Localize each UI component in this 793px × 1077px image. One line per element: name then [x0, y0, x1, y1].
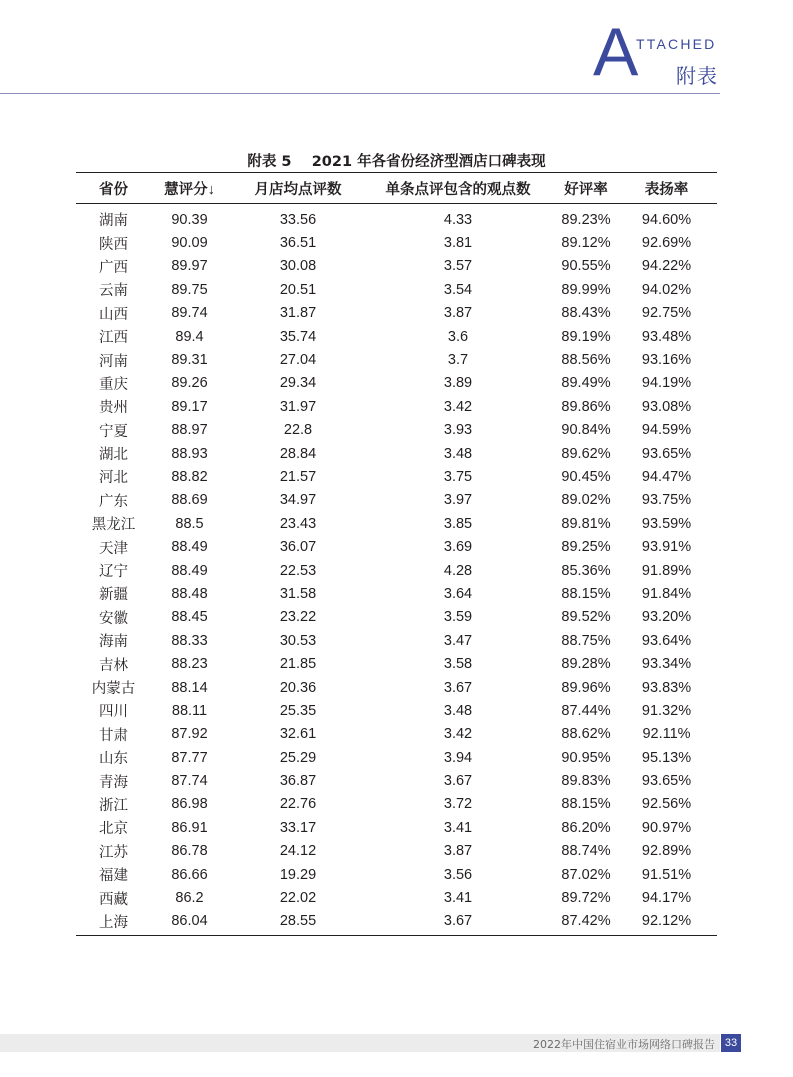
praise-rate-cell: 93.65%: [641, 773, 692, 790]
score-cell: 88.11: [171, 702, 208, 719]
score-cell: 88.45: [171, 609, 208, 626]
praise-rate-cell: 94.19%: [641, 375, 692, 392]
reviews-cell: 27.04: [279, 352, 317, 369]
positive-rate-cell: 89.99%: [561, 281, 611, 298]
reviews-cell: 30.53: [279, 632, 317, 649]
province-cell: 青海: [99, 774, 128, 791]
score-cell: 90.09: [171, 235, 208, 252]
praise-rate-cell: 93.34%: [641, 656, 692, 673]
province-cell: 新疆: [99, 587, 128, 604]
table-row: [76, 419, 717, 442]
table-row: [76, 699, 717, 722]
province-cell: 山东: [99, 751, 128, 768]
opinions-cell: 3.93: [443, 422, 473, 439]
positive-rate-cell: 89.23%: [561, 211, 611, 228]
positive-rate-cell: 89.81%: [561, 515, 611, 532]
table-row: [76, 910, 717, 936]
reviews-cell: 31.58: [279, 585, 317, 602]
table-row: [76, 535, 717, 558]
province-cell: 陕西: [99, 236, 128, 253]
positive-rate-cell: 89.96%: [561, 679, 611, 696]
positive-rate-cell: 89.25%: [561, 539, 611, 556]
praise-rate-cell: 93.91%: [641, 539, 692, 556]
positive-rate-cell: 88.56%: [561, 352, 611, 369]
opinions-cell: 3.56: [443, 866, 473, 883]
positive-rate-cell: 89.72%: [561, 890, 611, 907]
praise-rate-cell: 93.08%: [641, 398, 692, 415]
reviews-cell: 22.76: [279, 796, 317, 813]
footer-report-title: 2022年中国住宿业市场网络口碑报告: [533, 1038, 715, 1051]
score-cell: 89.75: [171, 281, 208, 298]
score-cell: 89.17: [171, 398, 208, 415]
score-cell: 86.78: [171, 843, 208, 860]
score-cell: 89.31: [171, 352, 208, 369]
opinions-cell: 3.47: [443, 632, 473, 649]
score-cell: 88.5: [175, 515, 204, 532]
opinions-cell: 3.87: [443, 843, 473, 860]
positive-rate-cell: 86.20%: [561, 819, 611, 836]
opinions-cell: 3.85: [443, 515, 473, 532]
opinions-cell: 3.72: [443, 796, 473, 813]
province-cell: 宁夏: [99, 423, 128, 440]
opinions-cell: 3.42: [443, 726, 473, 743]
opinions-cell: 3.69: [443, 539, 473, 556]
province-cell: 北京: [99, 821, 128, 838]
opinions-cell: 3.41: [443, 890, 473, 907]
positive-rate-cell: 89.28%: [561, 656, 611, 673]
opinions-cell: 4.33: [443, 211, 473, 228]
reviews-cell: 22.8: [283, 422, 313, 439]
table-row: [76, 325, 717, 348]
opinions-cell: 3.67: [443, 773, 473, 790]
score-cell: 88.23: [171, 656, 208, 673]
score-cell: 86.04: [151, 910, 228, 936]
praise-rate-cell: 92.11%: [642, 726, 691, 743]
column-header-score: 慧评分↓: [151, 173, 228, 204]
positive-rate-cell: 88.15%: [561, 585, 611, 602]
table-row: [76, 559, 717, 582]
reviews-cell: 20.51: [279, 281, 317, 298]
reviews-cell: 35.74: [279, 328, 317, 345]
opinions-cell: 3.42: [443, 398, 473, 415]
province-cell: 广东: [99, 493, 128, 510]
praise-rate-cell: 92.89%: [641, 843, 692, 860]
score-cell: 86.66: [171, 866, 208, 883]
province-cell: 湖南: [99, 213, 128, 230]
reviews-cell: 24.12: [279, 843, 317, 860]
score-cell: 88.93: [171, 445, 208, 462]
score-cell: 86.91: [171, 819, 208, 836]
positive-rate-cell: 87.02%: [561, 866, 611, 883]
positive-rate-cell: 89.83%: [561, 773, 611, 790]
province-cell: 贵州: [99, 400, 128, 417]
reviews-cell: 33.56: [279, 211, 317, 228]
province-cell: 天津: [99, 540, 128, 557]
table-body: [76, 204, 717, 936]
praise-rate-cell: 93.65%: [641, 445, 692, 462]
province-cell: 辽宁: [99, 564, 128, 581]
reviews-cell: 20.36: [279, 679, 317, 696]
table-row: [76, 606, 717, 629]
opinions-cell: 3.94: [443, 749, 473, 766]
reviews-cell: 30.08: [279, 258, 317, 275]
table-title-label: 附表 5: [247, 154, 292, 170]
opinions-cell: 3.67: [443, 679, 473, 696]
province-cell: 广西: [99, 259, 128, 276]
province-cell: 福建: [99, 868, 128, 885]
province-cell: 上海: [76, 910, 151, 936]
reviews-cell: 36.51: [279, 235, 317, 252]
score-cell: 89.4: [175, 328, 204, 345]
opinions-cell: 3.48: [443, 445, 473, 462]
column-header-province: 省份: [76, 173, 151, 204]
positive-rate-cell: 88.62%: [561, 726, 611, 743]
reviews-cell: 28.84: [279, 445, 317, 462]
opinions-cell: 3.54: [443, 281, 473, 298]
province-cell: 吉林: [99, 657, 128, 674]
positive-rate-cell: 89.02%: [561, 492, 611, 509]
score-cell: 88.69: [171, 492, 208, 509]
score-cell: 88.48: [171, 585, 208, 602]
positive-rate-cell: 88.43%: [561, 305, 611, 322]
province-cell: 山西: [99, 306, 128, 323]
praise-rate-cell: 91.89%: [641, 562, 692, 579]
column-header-positive-rate: 好评率: [548, 173, 632, 204]
opinions-cell: 3.87: [443, 305, 473, 322]
praise-rate-cell: 94.17%: [641, 890, 692, 907]
province-cell: 浙江: [99, 797, 128, 814]
column-header-praise-rate: 表扬率: [632, 173, 717, 204]
positive-rate-cell: 89.49%: [561, 375, 611, 392]
reviews-cell: 22.02: [279, 890, 317, 907]
table-row: [76, 840, 717, 863]
score-cell: 86.2: [175, 890, 204, 907]
praise-rate-cell: 94.60%: [641, 211, 692, 228]
page-header: [0, 0, 793, 96]
praise-rate-cell: 93.75%: [641, 492, 692, 509]
praise-rate-cell: 93.59%: [641, 515, 692, 532]
opinions-cell: 3.97: [443, 492, 473, 509]
positive-rate-cell: 90.55%: [561, 258, 611, 275]
table-row: [76, 278, 717, 301]
reviews-cell: 36.87: [279, 773, 317, 790]
province-cell: 江西: [99, 330, 128, 347]
opinions-cell: 3.89: [443, 375, 473, 392]
province-hotel-table: [76, 172, 717, 936]
opinions-cell: 3.41: [443, 819, 473, 836]
province-cell: 安徽: [99, 610, 128, 627]
praise-rate-cell: 92.12%: [632, 910, 717, 936]
reviews-cell: 25.29: [279, 749, 317, 766]
column-header-reviews: 月店均点评数: [228, 173, 368, 204]
score-cell: 88.33: [171, 632, 208, 649]
province-cell: 西藏: [99, 891, 128, 908]
positive-rate-cell: 88.75%: [561, 632, 611, 649]
reviews-cell: 21.85: [279, 656, 317, 673]
praise-rate-cell: 94.22%: [641, 258, 692, 275]
reviews-cell: 33.17: [279, 819, 317, 836]
score-cell: 87.77: [171, 749, 208, 766]
reviews-cell: 31.97: [279, 398, 317, 415]
praise-rate-cell: 90.97%: [641, 819, 692, 836]
positive-rate-cell: 89.86%: [561, 398, 611, 415]
praise-rate-cell: 91.51%: [641, 866, 692, 883]
positive-rate-cell: 88.74%: [561, 843, 611, 860]
positive-rate-cell: 89.12%: [561, 235, 611, 252]
score-cell: 88.14: [171, 679, 208, 696]
opinions-cell: 3.57: [443, 258, 473, 275]
province-cell: 云南: [99, 283, 128, 300]
praise-rate-cell: 94.02%: [641, 281, 692, 298]
reviews-cell: 29.34: [279, 375, 317, 392]
score-cell: 87.74: [171, 773, 208, 790]
reviews-cell: 32.61: [279, 726, 317, 743]
opinions-cell: 3.58: [443, 656, 473, 673]
positive-rate-cell: 87.42%: [548, 910, 632, 936]
reviews-cell: 23.43: [279, 515, 317, 532]
praise-rate-cell: 91.32%: [641, 702, 692, 719]
praise-rate-cell: 93.16%: [641, 352, 692, 369]
table-row: [76, 676, 717, 699]
province-cell: 河北: [99, 470, 128, 487]
positive-rate-cell: 88.15%: [561, 796, 611, 813]
province-cell: 内蒙古: [91, 681, 136, 697]
table-row: [76, 204, 717, 232]
praise-rate-cell: 95.13%: [641, 749, 692, 766]
positive-rate-cell: 89.62%: [561, 445, 611, 462]
table-row: [76, 231, 717, 254]
table-title: [0, 150, 793, 171]
table-row: [76, 769, 717, 792]
score-cell: 89.74: [171, 305, 208, 322]
praise-rate-cell: 93.48%: [641, 328, 692, 345]
header-big-letter: A: [593, 14, 639, 90]
page-number: 33: [721, 1034, 741, 1052]
opinions-cell: 3.67: [368, 910, 548, 936]
opinions-cell: 4.28: [443, 562, 473, 579]
reviews-cell: 25.35: [279, 702, 317, 719]
positive-rate-cell: 90.95%: [561, 749, 611, 766]
reviews-cell: 28.55: [228, 910, 368, 936]
table-row: [76, 489, 717, 512]
praise-rate-cell: 92.69%: [641, 235, 692, 252]
score-cell: 88.49: [171, 562, 208, 579]
opinions-cell: 3.81: [443, 235, 473, 252]
province-cell: 湖北: [99, 447, 128, 464]
score-cell: 90.39: [171, 211, 208, 228]
reviews-cell: 19.29: [279, 866, 317, 883]
positive-rate-cell: 90.84%: [561, 422, 611, 439]
table-header-row: [76, 173, 717, 204]
score-cell: 86.98: [171, 796, 208, 813]
reviews-cell: 21.57: [279, 468, 317, 485]
table-row: [76, 652, 717, 675]
province-cell: 甘肃: [99, 727, 128, 744]
positive-rate-cell: 90.45%: [561, 468, 611, 485]
opinions-cell: 3.48: [443, 702, 473, 719]
praise-rate-cell: 93.20%: [641, 609, 692, 626]
praise-rate-cell: 92.56%: [641, 796, 692, 813]
table-title-text: 2021 年各省份经济型酒店口碑表现: [311, 154, 546, 170]
table-row: [76, 629, 717, 652]
column-header-opinions: 单条点评包含的观点数: [368, 173, 548, 204]
reviews-cell: 31.87: [279, 305, 317, 322]
score-cell: 87.92: [171, 726, 208, 743]
praise-rate-cell: 94.59%: [641, 422, 692, 439]
positive-rate-cell: 89.19%: [561, 328, 611, 345]
score-cell: 89.97: [171, 258, 208, 275]
province-cell: 海南: [99, 634, 128, 651]
province-cell: 黑龙江: [91, 517, 136, 534]
table-row: [76, 465, 717, 488]
reviews-cell: 36.07: [279, 539, 317, 556]
province-cell: 重庆: [99, 376, 128, 393]
opinions-cell: 3.59: [443, 609, 473, 626]
header-attached-label: TTACHED: [636, 36, 717, 52]
table-row: [76, 348, 717, 371]
praise-rate-cell: 92.75%: [641, 305, 692, 322]
table-row: [76, 582, 717, 605]
table-row: [76, 723, 717, 746]
positive-rate-cell: 89.52%: [561, 609, 611, 626]
praise-rate-cell: 93.64%: [641, 632, 692, 649]
score-cell: 89.26: [171, 375, 208, 392]
table-row: [76, 816, 717, 839]
reviews-cell: 22.53: [279, 562, 317, 579]
positive-rate-cell: 87.44%: [561, 702, 611, 719]
reviews-cell: 34.97: [279, 492, 317, 509]
province-cell: 四川: [99, 704, 128, 721]
table-row: [76, 512, 717, 535]
score-cell: 88.97: [171, 422, 208, 439]
table-row: [76, 886, 717, 909]
opinions-cell: 3.75: [443, 468, 473, 485]
table-row: [76, 793, 717, 816]
table-row: [76, 746, 717, 769]
province-cell: 河南: [99, 353, 128, 370]
score-cell: 88.49: [171, 539, 208, 556]
score-cell: 88.82: [171, 468, 208, 485]
opinions-cell: 3.64: [443, 585, 473, 602]
table-row: [76, 863, 717, 886]
opinions-cell: 3.7: [447, 352, 469, 369]
reviews-cell: 23.22: [279, 609, 317, 626]
positive-rate-cell: 85.36%: [561, 562, 611, 579]
praise-rate-cell: 93.83%: [641, 679, 692, 696]
praise-rate-cell: 91.84%: [641, 585, 692, 602]
header-divider: [0, 93, 720, 94]
table-row: [76, 255, 717, 278]
praise-rate-cell: 94.47%: [641, 468, 692, 485]
province-cell: 江苏: [99, 844, 128, 861]
table-row: [76, 442, 717, 465]
header-section-title: 附表: [676, 64, 718, 88]
table-row: [76, 395, 717, 418]
table-row: [76, 372, 717, 395]
table-row: [76, 302, 717, 325]
opinions-cell: 3.6: [447, 328, 469, 345]
